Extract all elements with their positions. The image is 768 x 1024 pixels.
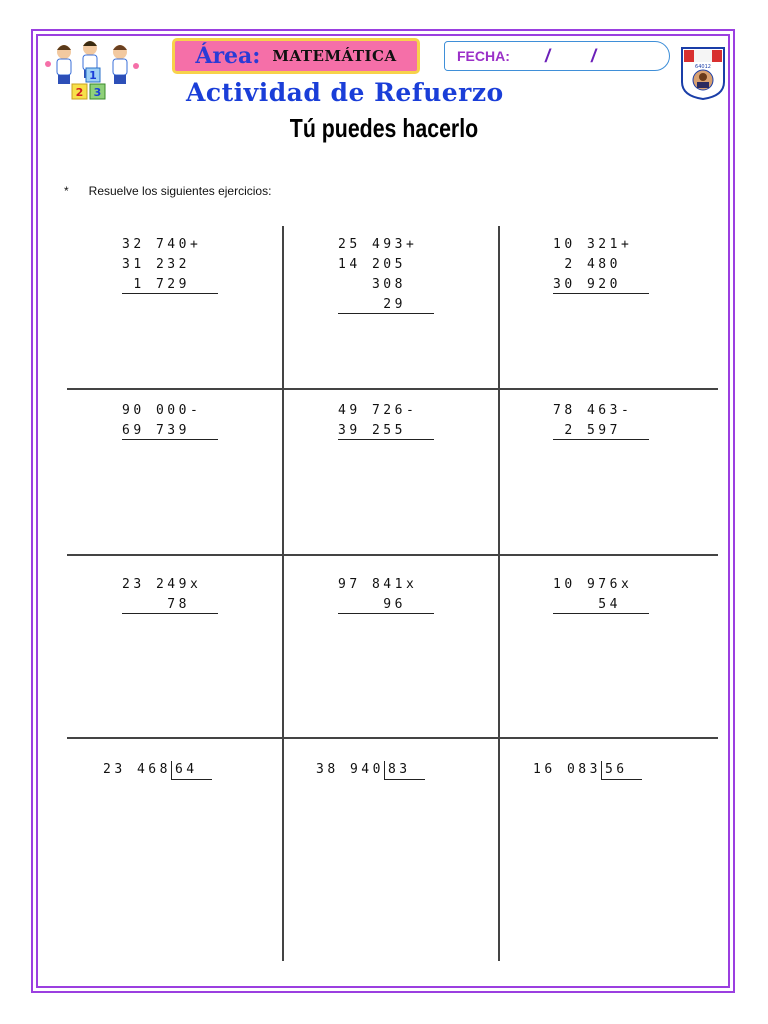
school-crest-logo xyxy=(680,44,726,100)
instruction-text: Resuelve los siguientes ejercicios: xyxy=(88,184,272,198)
kids-blocks-illustration xyxy=(42,38,142,104)
operand-row: 10 976x xyxy=(553,577,633,592)
addition-exercise-3 xyxy=(553,235,683,297)
operand-row: 78 xyxy=(122,597,202,612)
subtraction-exercise-2 xyxy=(338,401,468,443)
operand-row: 30 920 xyxy=(553,277,633,292)
area-subject: MATEMÁTICA xyxy=(272,47,397,65)
divisor: 56 xyxy=(601,761,642,780)
date-field[interactable] xyxy=(444,41,670,71)
operand-row: 49 726- xyxy=(338,403,418,418)
grid-divider-horizontal-2 xyxy=(67,554,718,556)
operand-row: 23 249x xyxy=(122,577,202,592)
operand-row: 69 739 xyxy=(122,423,202,438)
page-border-inner xyxy=(36,34,730,988)
operand-row: 2 597 xyxy=(553,423,633,438)
date-separator-2: / xyxy=(591,45,597,66)
svg-text:1: 1 xyxy=(89,69,97,82)
division-exercise-3 xyxy=(533,760,642,780)
dividend: 38 940 xyxy=(316,762,384,777)
divisor: 83 xyxy=(384,761,425,780)
operand-row: 39 255 xyxy=(338,423,418,438)
grid-divider-vertical-2 xyxy=(498,226,500,961)
operand-row: 90 000- xyxy=(122,403,202,418)
operand-row: 32 740+ xyxy=(122,237,202,252)
operand-row: 29 xyxy=(338,297,418,312)
school-code: 64012 xyxy=(695,64,711,70)
dividend: 23 468 xyxy=(103,762,171,777)
instruction-bullet: * xyxy=(64,184,69,198)
date-label: FECHA: xyxy=(457,48,510,64)
grid-divider-horizontal-1 xyxy=(67,388,718,390)
multiplication-exercise-1 xyxy=(122,575,252,617)
dividend: 16 083 xyxy=(533,762,601,777)
operand-row: 25 493+ xyxy=(338,237,418,252)
operand-row: 308 xyxy=(338,277,418,292)
area-box xyxy=(172,38,420,74)
operand-row: 14 205 xyxy=(338,257,418,272)
operand-row: 54 xyxy=(553,597,633,612)
divisor: 64 xyxy=(171,761,212,780)
addition-exercise-1 xyxy=(122,235,252,297)
svg-text:3: 3 xyxy=(93,86,102,99)
operand-row: 97 841x xyxy=(338,577,418,592)
operand-row: 1 729 xyxy=(122,277,202,292)
addition-exercise-2 xyxy=(338,235,468,317)
multiplication-exercise-2 xyxy=(338,575,468,617)
page-title: Tú puedes hacerlo xyxy=(289,113,479,143)
operand-row: 96 xyxy=(338,597,418,612)
division-exercise-1 xyxy=(103,760,212,780)
area-label: Área: xyxy=(195,43,261,69)
svg-text:2: 2 xyxy=(75,86,84,99)
operand-row: 78 463- xyxy=(553,403,633,418)
grid-divider-horizontal-3 xyxy=(67,737,718,739)
activity-subtitle: Actividad de Refuerzo xyxy=(186,78,504,107)
operand-row: 31 232 xyxy=(122,257,202,272)
grid-divider-vertical-1 xyxy=(282,226,284,961)
date-separator-1: / xyxy=(545,45,551,66)
multiplication-exercise-3 xyxy=(553,575,683,617)
instruction xyxy=(64,184,271,198)
subtraction-exercise-1 xyxy=(122,401,252,443)
subtraction-exercise-3 xyxy=(553,401,683,443)
operand-row: 2 480 xyxy=(553,257,633,272)
operand-row: 10 321+ xyxy=(553,237,633,252)
division-exercise-2 xyxy=(316,760,425,780)
